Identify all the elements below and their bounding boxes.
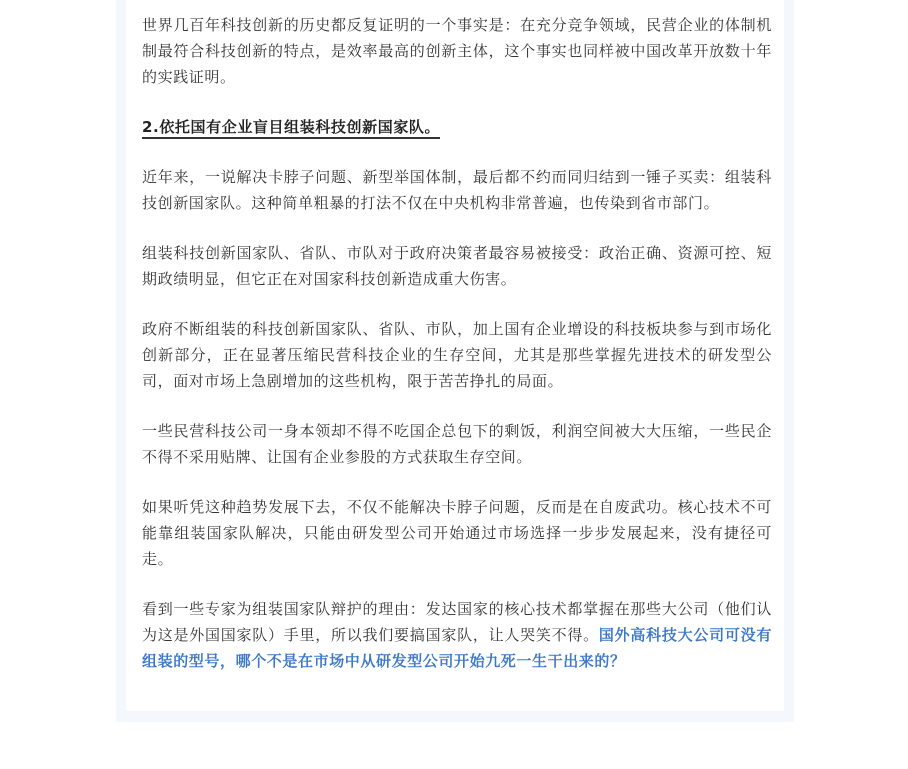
- paragraph: 近年来，一说解决卡脖子问题、新型举国体制，最后都不约而同归结到一锤子买卖：组装科技创新国家队。这种简单粗暴的打法不仅在中央机构非常普遍，也传染到省市部门。: [142, 168, 772, 212]
- section-heading-text: 2.依托国有企业盲目组装科技创新国家队。: [142, 118, 440, 139]
- paragraph: 组装科技创新国家队、省队、市队对于政府决策者最容易被接受：政治正确、资源可控、短期政绩明显，但它正在对国家科技创新造成重大伤害。: [142, 244, 772, 288]
- paragraph-plain-text: 看到一些专家为组装国家队辩护的理由：发达国家的核心技术都掌握在那些大公司（他们认为这是外国国家队）手里，所以我们要搞国家队，让人哭笑不得。: [142, 600, 772, 644]
- section-heading: [142, 114, 772, 140]
- paragraph: 一些民营科技公司一身本领却不得不吃国企总包下的剩饭，利润空间被大大压缩，一些民企不得不采用贴牌、让国有企业参股的方式获取生存空间。: [142, 422, 772, 466]
- paragraph: 如果听凭这种趋势发展下去，不仅不能解决卡脖子问题，反而是在自废武功。核心技术不可能靠组装国家队解决，只能由研发型公司开始通过市场选择一步步发展起来，没有捷径可走。: [142, 498, 772, 568]
- paragraph: 世界几百年科技创新的历史都反复证明的一个事实是：在充分竞争领域，民营企业的体制机制最符合科技创新的特点，是效率最高的创新主体，这个事实也同样被中国改革开放数十年的实践证明。: [142, 16, 772, 86]
- emphasized-text: 国外高科技大公司可没有组装的型号，哪个不是在市场中从研发型公司开始九死一生干出来的？: [142, 626, 772, 670]
- article-body: [142, 12, 772, 698]
- paragraph: 政府不断组装的科技创新国家队、省队、市队，加上国有企业增设的科技板块参与到市场化创新部分，正在显著压缩民营科技企业的生存空间，尤其是那些掌握先进技术的研发型公司，面对市场上急剧增加的这些机构，限于苦苦挣扎的局面。: [142, 320, 772, 390]
- paragraph-with-emphasis: [142, 596, 772, 674]
